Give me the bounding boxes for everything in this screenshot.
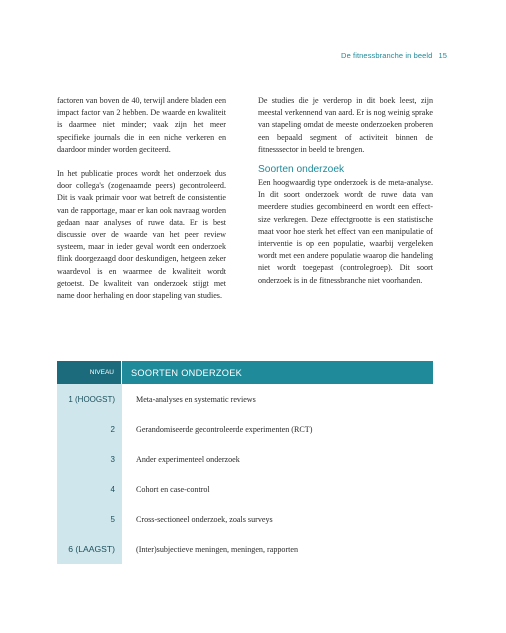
type-cell: Cohort en case-control — [136, 484, 210, 494]
page-number: 15 — [438, 51, 447, 60]
table-row — [57, 504, 433, 534]
section-heading: Soorten onderzoek — [258, 164, 345, 176]
type-cell: Gerandomiseerde gecontroleerde experimenten (RCT) — [136, 424, 313, 434]
table-row — [57, 474, 433, 504]
type-cell: Meta-analyses en systematic reviews — [136, 394, 256, 404]
running-header — [341, 51, 447, 60]
research-levels-table — [57, 361, 433, 564]
left-paragraph-1: factoren van boven de 40, terwijl andere bladen een impact factor van 2 hebben. De waarde en kwaliteit is daarmee niet minder; vaak zijn het meer specifieke journals die in een niche verkeren en daardoor minder worden geciteerd. — [57, 96, 226, 154]
header-level: NIVEAU — [57, 361, 122, 384]
table-header — [57, 361, 433, 384]
table-row — [57, 384, 433, 414]
left-paragraph-2: In het publicatie proces wordt het onderzoek dus door collega's (zogenaamde peers) gecontroleerd. Dit is vaak primair voor wat betreft de consistentie van de rapportage, maar er kan ook navraag worden gedaan naar analyses of ruwe data. Er is best discussie over de waarde van het peer review systeem, maar in ieder geval wordt een onderzoek flink doorgezaagd door deskundigen, hetgeen zeker waardevol is en waarmee de kwaliteit wordt getoetst. De kwaliteit van onderzoek stijgt met name door herhaling en door stapeling van studies. — [57, 169, 226, 301]
type-cell: (Inter)subjectieve meningen, meningen, rapporten — [136, 544, 299, 554]
level-cell: 6 (LAAGST) — [57, 534, 122, 564]
level-cell: 4 — [57, 474, 122, 504]
level-cell: 2 — [57, 414, 122, 444]
right-body-paragraph: Een hoogwaardig type onderzoek is de meta-analyse. In dit soort onderzoek wordt de ruwe data van meerdere studies gecombineerd en wordt een effect-size verkregen. Deze effectgrootte is een statistische maat voor hoe sterk het effect van een manipulatie of interventie is op een populatie, waarbij vergeleken wordt met een andere populatie waarop die handeling niet wordt toegepast (controlegroep). Dit soort onderzoek is in de fitnessbranche niet voorhanden. — [258, 178, 433, 285]
running-title: De fitnessbranche in beeld — [341, 51, 433, 60]
right-column — [258, 95, 433, 299]
table-row — [57, 444, 433, 474]
left-column — [57, 95, 226, 314]
right-intro-paragraph: De studies die je verderop in dit boek leest, zijn meestal verkennend van aard. Er is nog weinig sprake van stapeling omdat de meeste onderzoeken proberen een bepaald segment of activiteit binnen de fitnesssector in beeld te brengen. — [258, 96, 433, 154]
type-cell: Ander experimenteel onderzoek — [136, 454, 240, 464]
type-cell: Cross-sectioneel onderzoek, zoals surveys — [136, 514, 273, 524]
table-row — [57, 534, 433, 564]
header-type: SOORTEN ONDERZOEK — [122, 361, 433, 384]
level-cell: 3 — [57, 444, 122, 474]
table-row — [57, 414, 433, 444]
level-cell: 1 (HOOGST) — [57, 384, 122, 414]
level-cell: 5 — [57, 504, 122, 534]
